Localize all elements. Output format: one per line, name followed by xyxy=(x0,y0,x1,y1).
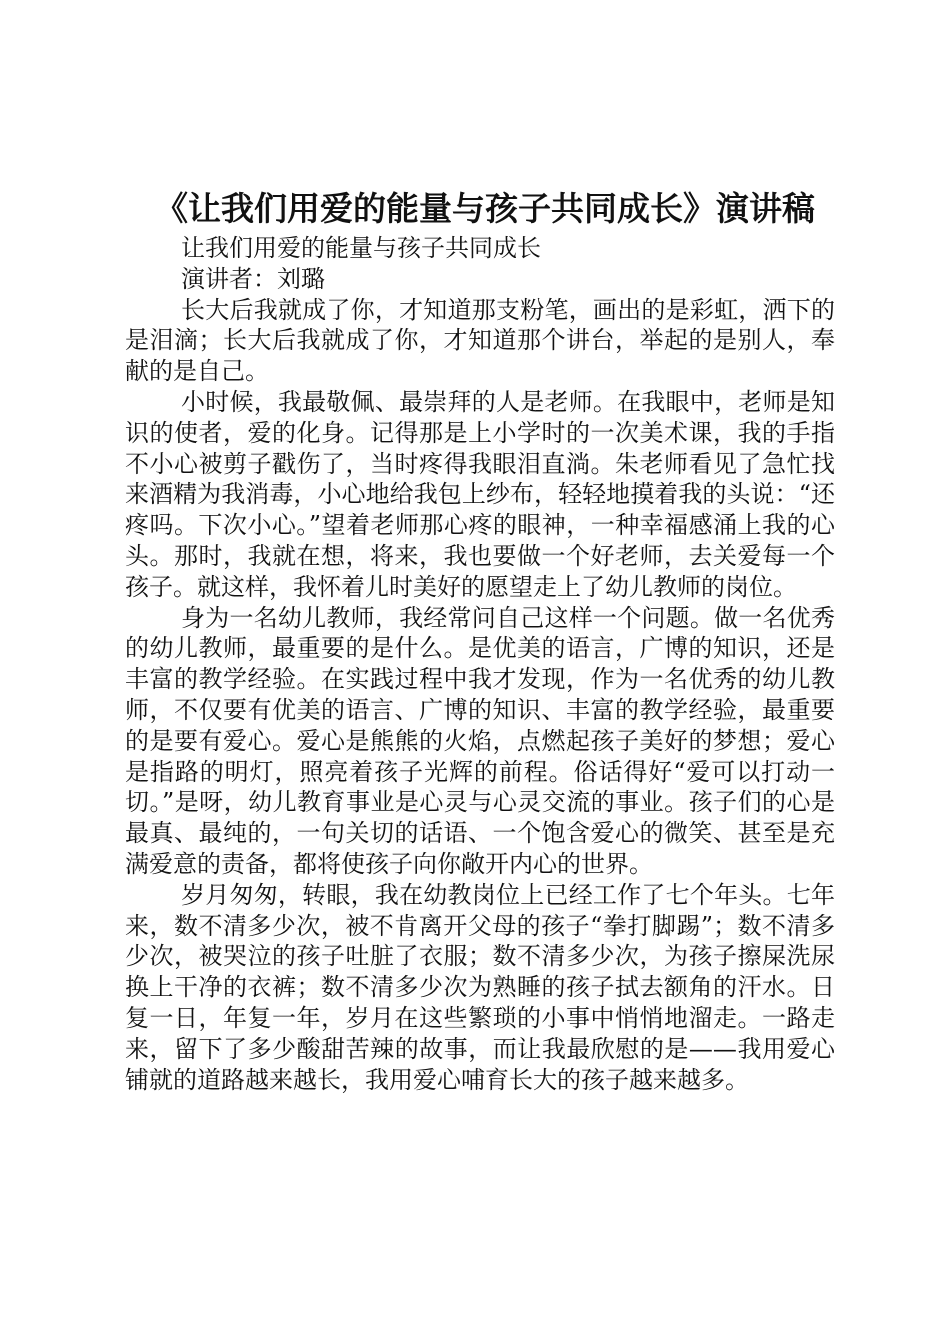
document-title: 《让我们用爱的能量与孩子共同成长》演讲稿 xyxy=(155,189,815,228)
paragraph-1: 长大后我就成了你，才知道那支粉笔，画出的是彩虹，洒下的是泪滴；长大后我就成了你，才知道那个讲台，举起的是别人，奉献的是自己。 xyxy=(125,295,835,386)
document-body xyxy=(125,233,835,1095)
speaker-line: 演讲者：刘璐 xyxy=(181,264,325,293)
speech-subtitle: 让我们用爱的能量与孩子共同成长 xyxy=(181,234,541,262)
paragraph-3: 身为一名幼儿教师，我经常问自己这样一个问题。做一名优秀的幼儿教师，最重要的是什么。是优美的语言，广博的知识，还是丰富的教学经验。在实践过程中我才发现，作为一名优秀的幼儿教师，不仅要有优美的语言、广博的知识、丰富的教学经验，最重要的是要有爱心。爱心是熊熊的火焰，点燃起孩子美好的梦想；爱心是指路的明灯，照亮着孩子光辉的前程。俗话得好“爱可以打动一切。”是呀，幼儿教育事业是心灵与心灵交流的事业。孩子们的心是最真、最纯的，一句关切的话语、一个饱含爱心的微笑、甚至是充满爱意的责备，都将使孩子向你敞开内心的世界。 xyxy=(125,603,835,878)
paragraph-4: 岁月匆匆，转眼，我在幼教岗位上已经工作了七个年头。七年来，数不清多少次，被不肯离开父母的孩子“拳打脚踢”；数不清多少次，被哭泣的孩子吐脏了衣服；数不清多少次，为孩子擦屎洗尿换上干净的衣裤；数不清多少次为熟睡的孩子拭去额角的汗水。日复一日，年复一年，岁月在这些繁琐的小事中悄悄地溜走。一路走来，留下了多少酸甜苦辣的故事，而让我最欣慰的是——我用爱心铺就的道路越来越长，我用爱心哺育长大的孩子越来越多。 xyxy=(125,880,835,1094)
paragraph-2: 小时候，我最敬佩、最崇拜的人是老师。在我眼中，老师是知识的使者，爱的化身。记得那是上小学时的一次美术课，我的手指不小心被剪子戳伤了，当时疼得我眼泪直淌。朱老师看见了急忙找来酒精为我消毒，小心地给我包上纱布，轻轻地摸着我的头说：“还疼吗。下次小心。”望着老师那心疼的眼神，一种幸福感涌上我的心头。那时，我就在想，将来，我也要做一个好老师，去关爱每一个孩子。就这样，我怀着儿时美好的愿望走上了幼儿教师的岗位。 xyxy=(125,387,835,601)
